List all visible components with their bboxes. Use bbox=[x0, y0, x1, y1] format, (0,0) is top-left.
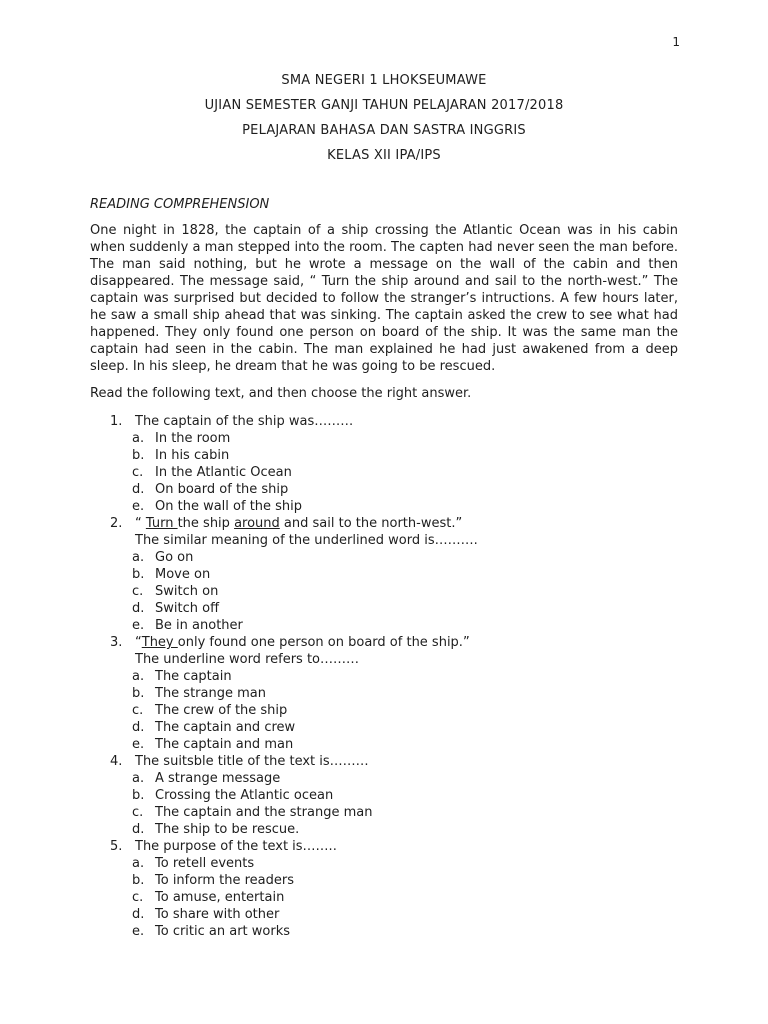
option-letter: a. bbox=[132, 550, 145, 565]
answer-option[interactable] bbox=[110, 719, 670, 736]
class-title: KELAS XII IPA/IPS bbox=[327, 148, 441, 163]
option-text: Move on bbox=[155, 567, 211, 582]
answer-option[interactable] bbox=[110, 702, 670, 719]
option-letter: a. bbox=[132, 669, 145, 684]
question-number: 1. bbox=[110, 414, 123, 429]
answer-option[interactable] bbox=[110, 804, 670, 821]
question-5 bbox=[110, 838, 670, 855]
question-list bbox=[110, 413, 670, 940]
option-text: The captain and the strange man bbox=[155, 805, 373, 820]
section-title: READING COMPREHENSION bbox=[90, 197, 270, 212]
question-1 bbox=[110, 413, 670, 430]
option-text: In the room bbox=[155, 431, 231, 446]
question-number: 3. bbox=[110, 635, 123, 650]
option-text: To inform the readers bbox=[155, 873, 294, 888]
option-text: In his cabin bbox=[155, 448, 230, 463]
option-letter: c. bbox=[132, 890, 144, 905]
answer-option[interactable] bbox=[110, 889, 670, 906]
option-letter: a. bbox=[132, 771, 145, 786]
option-text: On board of the ship bbox=[155, 482, 289, 497]
option-text: To share with other bbox=[155, 907, 280, 922]
option-letter: e. bbox=[132, 499, 145, 514]
option-letter: b. bbox=[132, 873, 145, 888]
answer-option[interactable] bbox=[110, 770, 670, 787]
option-letter: b. bbox=[132, 686, 145, 701]
option-letter: b. bbox=[132, 448, 145, 463]
reading-passage: One night in 1828, the captain of a ship crossing the Atlantic Ocean was in his cabin when suddenly a man stepped into the room. The capten had never seen the man before. The man said nothing, but he wrote a message on the wall of the cabin and then disappeared. The message said, “ Turn the ship around and sail to the north-west.” The captain was surprised but decided to follow the stranger’s intructions. A few hours later, he saw a small ship ahead that was sinking. The captain asked the crew to see what had happened. They only found one person on board of the ship. It was the same man the captain had seen in the cabin. The man explained he had just awakened from a deep sleep. In his sleep, he dream that he was going to be rescued. bbox=[90, 223, 678, 374]
option-text: Switch off bbox=[155, 601, 220, 616]
quote-text: “ bbox=[135, 516, 146, 531]
answer-option[interactable] bbox=[110, 668, 670, 685]
question-3 bbox=[110, 634, 670, 668]
question-quote bbox=[135, 634, 670, 651]
answer-option[interactable] bbox=[110, 566, 670, 583]
option-text: Be in another bbox=[155, 618, 243, 633]
quote-text: the ship bbox=[177, 516, 235, 531]
option-text: The ship to be rescue. bbox=[155, 822, 300, 837]
answer-option[interactable] bbox=[110, 617, 670, 634]
option-letter: c. bbox=[132, 703, 144, 718]
subject-title: PELAJARAN BAHASA DAN SASTRA INGGRIS bbox=[242, 123, 526, 138]
answer-option[interactable] bbox=[110, 787, 670, 804]
answer-option[interactable] bbox=[110, 685, 670, 702]
option-letter: a. bbox=[132, 431, 145, 446]
option-text: The captain and crew bbox=[155, 720, 296, 735]
question-number: 5. bbox=[110, 839, 123, 854]
question-quote bbox=[135, 515, 670, 532]
option-letter: c. bbox=[132, 465, 144, 480]
option-letter: a. bbox=[132, 856, 145, 871]
option-letter: e. bbox=[132, 924, 145, 939]
underlined-word: around bbox=[234, 516, 280, 531]
answer-option[interactable] bbox=[110, 821, 670, 838]
answer-option[interactable] bbox=[110, 583, 670, 600]
answer-option[interactable] bbox=[110, 600, 670, 617]
option-text: Crossing the Atlantic ocean bbox=[155, 788, 334, 803]
answer-option[interactable] bbox=[110, 498, 670, 515]
question-text: The purpose of the text is…….. bbox=[135, 839, 337, 854]
option-letter: d. bbox=[132, 482, 145, 497]
question-4 bbox=[110, 753, 670, 770]
option-letter: e. bbox=[132, 737, 145, 752]
option-text: To amuse, entertain bbox=[155, 890, 285, 905]
option-letter: d. bbox=[132, 601, 145, 616]
option-letter: d. bbox=[132, 907, 145, 922]
answer-option[interactable] bbox=[110, 447, 670, 464]
question-text: The underline word refers to……… bbox=[135, 652, 359, 667]
option-text: Go on bbox=[155, 550, 194, 565]
quote-text: and sail to the north-west.” bbox=[279, 516, 463, 531]
question-text: The similar meaning of the underlined word is………. bbox=[135, 533, 478, 548]
quote-text: only found one person on board of the ship.” bbox=[177, 635, 470, 650]
option-letter: b. bbox=[132, 567, 145, 582]
option-text: A strange message bbox=[155, 771, 281, 786]
school-name: SMA NEGERI 1 LHOKSEUMAWE bbox=[281, 73, 487, 88]
option-letter: c. bbox=[132, 584, 144, 599]
question-text: The suitsble title of the text is……… bbox=[135, 754, 369, 769]
option-text: The strange man bbox=[155, 686, 266, 701]
option-text: To retell events bbox=[155, 856, 255, 871]
option-letter: d. bbox=[132, 822, 145, 837]
option-letter: d. bbox=[132, 720, 145, 735]
exam-title: UJIAN SEMESTER GANJI TAHUN PELAJARAN 2017/2018 bbox=[204, 98, 564, 113]
option-text: The captain and man bbox=[155, 737, 294, 752]
answer-option[interactable] bbox=[110, 855, 670, 872]
question-text: The captain of the ship was……… bbox=[135, 414, 354, 429]
option-letter: c. bbox=[132, 805, 144, 820]
option-text: On the wall of the ship bbox=[155, 499, 303, 514]
question-2 bbox=[110, 515, 670, 549]
option-text: To critic an art works bbox=[155, 924, 291, 939]
underlined-word: Turn bbox=[145, 516, 178, 531]
question-number: 2. bbox=[110, 516, 123, 531]
answer-option[interactable] bbox=[110, 736, 670, 753]
answer-option[interactable] bbox=[110, 481, 670, 498]
page-number: 1 bbox=[672, 35, 680, 49]
option-text: The captain bbox=[155, 669, 232, 684]
answer-option[interactable] bbox=[110, 430, 670, 447]
option-text: In the Atlantic Ocean bbox=[155, 465, 292, 480]
underlined-word: They bbox=[141, 635, 178, 650]
answer-option[interactable] bbox=[110, 923, 670, 940]
option-letter: e. bbox=[132, 618, 145, 633]
answer-option[interactable] bbox=[110, 549, 670, 566]
quote-text: “ bbox=[135, 635, 142, 650]
option-letter: b. bbox=[132, 788, 145, 803]
instruction-text: Read the following text, and then choose the right answer. bbox=[90, 386, 472, 401]
answer-option[interactable] bbox=[110, 464, 670, 481]
option-text: The crew of the ship bbox=[155, 703, 288, 718]
question-number: 4. bbox=[110, 754, 123, 769]
answer-option[interactable] bbox=[110, 906, 670, 923]
answer-option[interactable] bbox=[110, 872, 670, 889]
option-text: Switch on bbox=[155, 584, 219, 599]
